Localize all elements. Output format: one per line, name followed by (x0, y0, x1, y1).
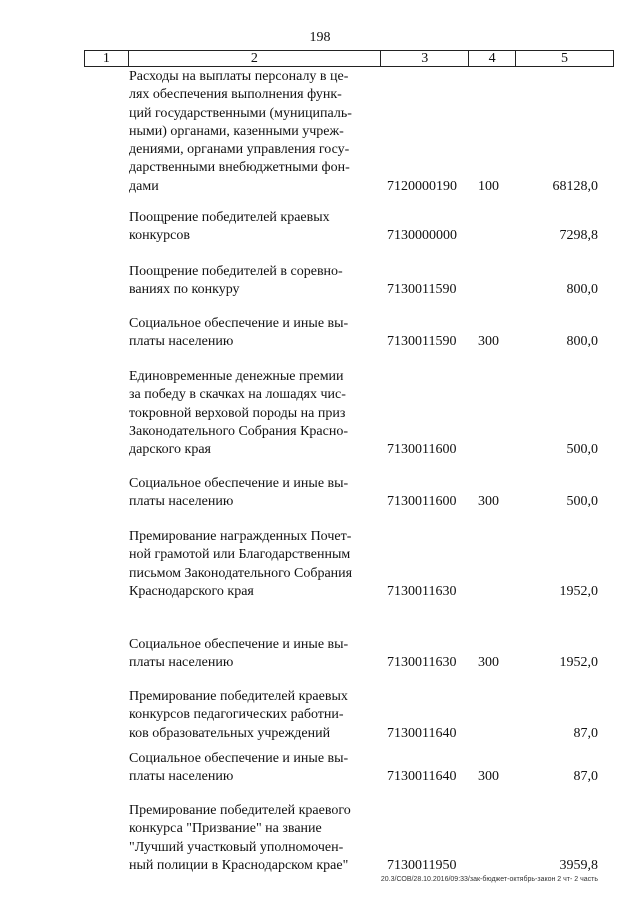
target-article-code: 7130011630 (387, 583, 457, 599)
description-line: Социальное обеспечение и иные вы- (129, 637, 349, 652)
expense-type-group: 300 (478, 494, 499, 510)
target-article-code: 7130011630 (387, 655, 457, 671)
description-line: платы населению (129, 494, 234, 510)
amount-value: 68128,0 (552, 178, 598, 194)
row-description (129, 636, 376, 673)
description-line: Премирование победителей краевого (129, 803, 351, 818)
description-line: ными) органами, казенными учреж- (129, 123, 344, 139)
amount-value: 87,0 (573, 725, 598, 741)
description-line: Социальное обеспечение и иные вы- (129, 316, 349, 331)
description-line: Премирование награжденных Почет- (129, 529, 352, 544)
target-article-code: 7130011950 (387, 857, 457, 873)
description-line: платы населению (129, 334, 234, 350)
description-line: Социальное обеспечение и иные вы- (129, 476, 349, 491)
description-line: ков образовательных учреждений (129, 725, 331, 741)
expense-type-group: 300 (478, 769, 499, 785)
description-line: дами (129, 178, 159, 194)
description-line: Законодательного Собрания Красно- (129, 423, 348, 439)
description-line: Расходы на выплаты персоналу в це- (129, 69, 349, 84)
description-line: платы населению (129, 655, 234, 671)
description-line: "Лучший участковый уполномочен- (129, 839, 344, 855)
target-article-code: 7130011640 (387, 725, 457, 741)
target-article-code: 7130011590 (387, 282, 457, 298)
description-line: Социальное обеспечение и иные вы- (129, 751, 349, 766)
description-line: за победу в скачках на лошадях чис- (129, 387, 346, 403)
description-line: конкурсов педагогических работни- (129, 707, 344, 723)
description-line: Единовременные денежные премии (129, 369, 344, 384)
expense-type-group: 300 (478, 655, 499, 671)
column-header-table (84, 50, 614, 67)
description-line: Поощрение победителей краевых (129, 210, 330, 225)
amount-value: 800,0 (566, 282, 598, 298)
description-line: конкурсов (129, 228, 191, 244)
row-description (129, 528, 376, 601)
description-line: платы населению (129, 769, 234, 785)
target-article-code: 7130000000 (387, 228, 457, 244)
amount-value: 1952,0 (559, 583, 598, 599)
target-article-code: 7130011590 (387, 334, 457, 350)
row-description (129, 688, 376, 743)
row-description (129, 475, 376, 512)
amount-value: 500,0 (566, 442, 598, 458)
column-header-4: 4 (469, 51, 516, 67)
description-line: ваниях по конкуру (129, 282, 240, 298)
footer-file-stamp: 20.3/СОВ/28.10.2016/09:33/зак-бюджет-октябрь-закон 2 чт- 2 часть (380, 876, 598, 883)
target-article-code: 7130011640 (387, 769, 457, 785)
row-description (129, 315, 376, 352)
description-line: ций государственными (муниципаль- (129, 105, 352, 121)
description-line: Краснодарского края (129, 583, 254, 599)
column-header-2: 2 (128, 51, 381, 67)
amount-value: 800,0 (566, 334, 598, 350)
description-line: лях обеспечения выполнения функ- (129, 87, 342, 103)
column-header-3: 3 (381, 51, 469, 67)
row-description (129, 750, 376, 787)
target-article-code: 7130011600 (387, 494, 457, 510)
description-line: дарского края (129, 442, 211, 458)
amount-value: 7298,8 (559, 228, 598, 244)
column-header-1: 1 (85, 51, 129, 67)
description-line: письмом Законодательного Собрания (129, 565, 353, 581)
target-article-code: 7130011600 (387, 442, 457, 458)
page-number: 198 (309, 30, 331, 45)
description-line: ной грамотой или Благодарственным (129, 547, 351, 563)
row-description (129, 368, 376, 459)
amount-value: 500,0 (566, 494, 598, 510)
target-article-code: 7120000190 (387, 178, 457, 194)
expense-type-group: 300 (478, 334, 499, 350)
description-line: ный полиции в Краснодарском крае" (129, 857, 349, 873)
description-line: Премирование победителей краевых (129, 689, 348, 704)
description-line: дениями, органами управления госу- (129, 142, 350, 158)
row-description (129, 802, 376, 875)
expense-type-group: 100 (478, 178, 499, 194)
description-line: дарственными внебюджетными фон- (129, 160, 350, 176)
description-line: Поощрение победителей в соревно- (129, 264, 343, 279)
row-description (129, 263, 376, 300)
column-header-5: 5 (515, 51, 613, 67)
description-line: токровной верховой породы на приз (129, 405, 346, 421)
amount-value: 87,0 (573, 769, 598, 785)
column-header-row (85, 51, 614, 67)
amount-value: 1952,0 (559, 655, 598, 671)
amount-value: 3959,8 (559, 857, 598, 873)
description-line: конкурса "Призвание" на звание (129, 821, 322, 837)
row-description (129, 209, 376, 246)
row-description (129, 68, 376, 196)
